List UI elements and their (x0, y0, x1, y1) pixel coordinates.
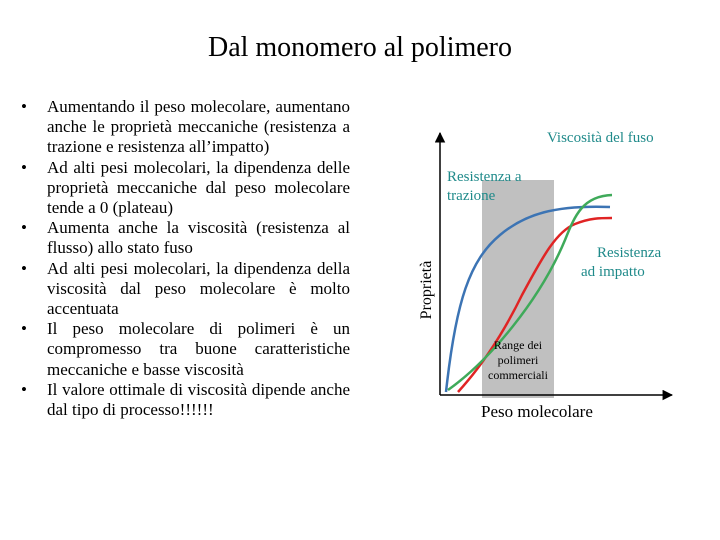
bullet-text: Ad alti pesi molecolari, la dipendenza della viscosità dal peso molecolare è molto accentuata (47, 258, 350, 319)
range-label-line2: polimeri (497, 353, 539, 367)
bullet-text: Aumentando il peso molecolare, aumentano anche le proprietà meccaniche (resistenza a trazione e resistenza all’impatto) (47, 97, 350, 157)
impact-label-line1: Resistenza (597, 245, 662, 261)
tensile-label-line2: trazione (447, 188, 496, 204)
x-axis-label: Peso molecolare (481, 402, 593, 421)
impact-label-line2: ad impatto (581, 264, 645, 280)
bullet-dot: • (21, 319, 27, 339)
bullet-text: Il peso molecolare di polimeri è un compromesso tra buone caratteristiche meccaniche e basse viscosità (47, 319, 350, 379)
range-label-line3: commerciali (488, 368, 548, 382)
tensile-label-line1: Resistenza a (447, 169, 522, 185)
bullet-dot: • (21, 218, 27, 238)
bullet-text: Ad alti pesi molecolari, la dipendenza delle proprietà meccaniche dal peso molecolare tende a 0 (plateau) (47, 157, 350, 218)
viscosity-label: Viscosità del fuso (547, 130, 654, 146)
bullet-dot: • (21, 258, 27, 278)
page-title: Dal monomero al polimero (207, 32, 513, 63)
bullet-dot: • (21, 97, 27, 116)
bullet-text: Aumenta anche la viscosità (resistenza al flusso) allo stato fuso (47, 218, 350, 258)
bullet-dot: • (21, 157, 27, 177)
bullet-text: Il valore ottimale di viscosità dipende anche dal tipo di processo!!!!!! (47, 379, 350, 420)
range-label-line1: Range dei (493, 338, 543, 352)
y-axis-label: Proprietà (418, 260, 435, 320)
bullet-dot: • (21, 379, 27, 399)
